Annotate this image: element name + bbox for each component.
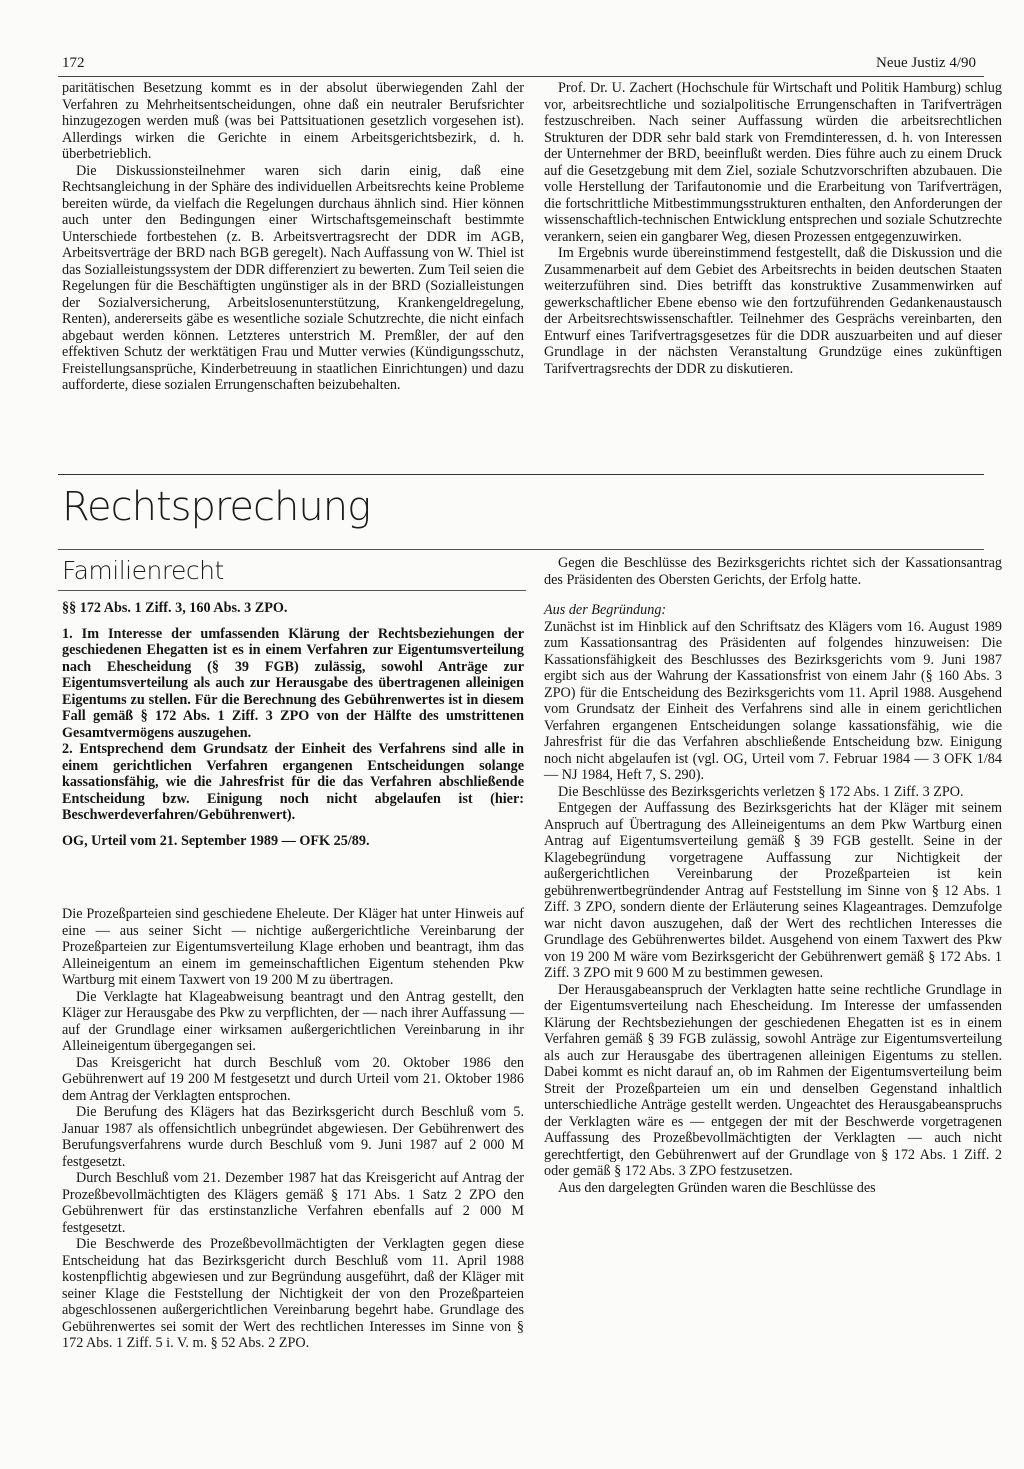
paragraph: Zunächst ist im Hinblick auf den Schriftsatz des Klägers vom 16. August 1989 zum Kassationsantrag des Präsidenten auf folgendes hinzuweisen: Die Kassationsfähigkeit des Beschlusses des Bezirksgerichts vom 9. Juni 1987 ergibt sich aus der Wahrung der Kassationsfrist von einem Jahr (§ 160 Abs. 3 ZPO) für die Entscheidung des Bezirksgerichts vom 11. April 1988. Ausgehend vom Grundsatz der Einheit des Verfahrens sind alle in einem gerichtlichen Verfahren ergangenen Entscheidungen solange kassationsfähig, wie die Jahresfrist für die das Verfahren abschließende Entscheidung bzw. Einigung noch nicht abgelaufen ist (vgl. OG, Urteil vom 7. Februar 1984 — 3 OFK 1/84 — NJ 1984, Heft 7, S. 290). [544,618,1002,783]
paragraph: Der Herausgabeanspruch der Verklagten hatte seine rechtliche Grundlage in der Eigentumsverteilung nach Ehescheidung. Im Interesse der umfassenden Klärung der Rechtsbeziehungen der geschiedenen Ehegatten ist es in einem Verfahren gemäß § 39 FGB zulässig, sowohl Anträge zur Eigentumsverteilung als auch zur Herausgabe des übertragenen alleinigen Eigentums zu stellen. Dabei kommt es nicht darauf an, ob im Rahmen der Eigentumsverteilung beim Streit der Prozeßparteien um ein und denselben Gegenstand inhaltlich unterschiedliche Anträge gestellt werden. Ungeachtet des Herausgabeanspruchs der Verklagten wäre es — entgegen der mit der Beschwerde vorgetragenen Auffassung des Prozeßbevollmächtigten der Verklagten — auch nicht gerechtfertigt, den Gebührenwert auf der Grundlage von § 172 Abs. 1 Ziff. 2 oder gemäß § 172 Abs. 3 ZPO festzusetzen. [544,981,1002,1179]
paragraph: Entgegen der Auffassung des Bezirksgerichts hat der Kläger mit seinem Anspruch auf Übertragung des Alleineigentums an dem Pkw Wartburg einen Antrag auf Eigentumsverteilung gemäß § 39 FGB gestellt. Seine in der Klagebegründung vorgetragene Auffassung zur Nichtigkeit der außergerichtlichen Vereinbarung der Prozeßparteien ist kein gebührenwertbegründender Antrag auf Feststellung im Sinne von § 12 Abs. 1 Ziff. 3 ZPO, sondern diente der Erläuterung seines Klageantrages. Demzufolge war nicht davon auszugehen, daß der Wert des rechtlichen Interesses die Grundlage des Gebührenwertes bildet. Ausgehend von einem Taxwert des Pkw von 19 200 M wäre vom Bezirksgericht der Gebührenwert gemäß § 172 Abs. 1 Ziff. 3 ZPO mit 9 600 M zu bestimmen gewesen. [544,800,1002,981]
subsection-title: Familienrecht [62,556,224,585]
paragraph: Die Diskussionsteilnehmer waren sich darin einig, daß eine Rechtsangleichung in der Sphäre des individuellen Arbeitsrechts keine Probleme bereiten würde, da vielfach die Regelungen durchaus ähnlich sind. Hier können auch unter den Bedingungen einer Wirtschaftsgemeinschaft bestimmte Unterschiede fortbestehen (z. B. Arbeitsvertragsrecht der DDR im AGB, Arbeitsverträge der BRD nach BGB geregelt). Nach Auffassung von W. Thiel ist das Sozialleistungssystem der DDR differenziert zu bewerten. Zum Teil seien die Regelungen für die Beschäftigten ungünstiger als in der BRD (Sozialleistungen der Sozialversicherung, Arbeitslosenunterstützung, Krankengeldregelung, Renten), andererseits gäbe es wesentliche soziale Schutzrechte, die nicht einfach abgebaut werden können. Letzteres unterstrich M. Premßler, der auf den effektiven Schutz der werktätigen Frau und Mutter verwies (Kündigungsschutz, Freistellungsansprüche, Kinderbetreuung in staatlichen Einrichtungen) und dazu aufforderte, diese sozialen Errungenschaften beizubehalten. [62,162,524,393]
paragraph: Die Verklagte hat Klageabweisung beantragt und den Antrag gestellt, den Kläger zur Herausgabe des Pkw zu verpflichten, der — nach ihrer Auffassung — auf der Grundlage einer wirksamen außergerichtlichen Vereinbarung in ihr Alleineigentum übergegangen sei. [62,988,524,1054]
paragraph: Prof. Dr. U. Zachert (Hochschule für Wirtschaft und Politik Hamburg) schlug vor, arbeitsrechtliche und sozialpolitische Errungenschaften in Tarifverträgen festzuschreiben. Nach seiner Auffassung würden die arbeitsrechtlichen Strukturen der DDR sehr bald stark von Fremdinteressen, d. h. von Interessen der Unternehmer der BRD, beeinflußt werden. Dies führe auch zu einem Druck auf die Gesetzgebung mit dem Ziel, soziale Schutzvorschriften abzubauen. Die volle Herstellung der Tarifautonomie und die Erarbeitung von Tarifverträgen, die fortschrittliche Mitbestimmungsstrukturen enthalten, den Anforderungen der wissenschaftlich-technischen Entwicklung entsprechen und soziale Schutzrechte verankern, seien ein gangbarer Weg, diesen Prozessen entgegenzuwirken. [544,80,1002,245]
header-rule [58,76,984,77]
paragraph: Die Beschlüsse des Bezirksgerichts verletzen § 172 Abs. 1 Ziff. 3 ZPO. [558,783,964,800]
top-left-column [62,80,524,394]
paragraph: Die Beschwerde des Prozeßbevollmächtigten der Verklagten gegen diese Entscheidung hat das Bezirksgericht durch Beschluß vom 11. April 1988 kostenpflichtig abgewiesen und zur Begründung ausgeführt, daß der Kläger mit seiner Klage die Feststellung der Nichtigkeit der von den Prozeßparteien abgeschlossenen außergerichtlichen Vereinbarung begehrt habe. Grundlage des Gebührenwertes sei somit der Wert des rechtlichen Interesses im Sinne von § 172 Abs. 1 Ziff. 5 i. V. m. § 52 Abs. 2 ZPO. [62,1236,524,1351]
subsection-rule [58,549,984,550]
journal-title: Neue Justiz 4/90 [876,55,976,71]
case-facts-column [62,906,524,1352]
paragraph: Das Kreisgericht hat durch Beschluß vom 20. Oktober 1986 den Gebührenwert auf 19 200 M festgesetzt und durch Urteil vom 21. Oktober 1986 dem Antrag der Verklagten entsprochen. [62,1054,524,1104]
headnote-point-1: 1. Im Interesse der umfassenden Klärung der Rechtsbeziehungen der geschiedenen Ehegatten ist es in einem Verfahren zur Eigentumsverteilung nach Ehescheidung (§ 39 FGB) zulässig, sowohl Anträge zur Eigentumsverteilung als auch zur Herausgabe des übertragenen alleinigen Eigentums zu stellen. Für die Berechnung des Gebührenwertes ist in diesem Fall gemäß § 172 Abs. 1 Ziff. 3 ZPO von der Hälfte des umstrittenen Gesamtvermögens auszugehen. [62,625,524,741]
headnote [62,600,524,849]
top-right-column [544,80,1002,377]
paragraph: Im Ergebnis wurde übereinstimmend festgestellt, daß die Diskussion und die Zusammenarbeit auf dem Gebiet des Arbeitsrechts in beiden deutschen Staaten weiterzuführen sind. Dies betrifft das konstruktive Zusammenwirken auf gewerkschaftlicher Ebene ebenso wie den fortzuführenden Gedankenaustausch der Arbeitsrechtswissenschaftler. Teilnehmer des Gesprächs vereinbarten, den Entwurf eines Tarifvertragsgesetzes für die DDR auszuarbeiten und auf dieser Grundlage in der nächsten Veranstaltung Grundzüge eines zukünftigen Tarifvertragsrechts der DDR zu diskutieren. [544,245,1002,377]
paragraph: Durch Beschluß vom 21. Dezember 1987 hat das Kreisgericht auf Antrag der Prozeßbevollmächtigten des Klägers gemäß § 171 Abs. 1 Satz 2 ZPO den Gebührenwert für das erstinstanzliche Verfahren ebenfalls auf 2 000 M festgesetzt. [62,1170,524,1236]
paragraph: Gegen die Beschlüsse des Bezirksgerichts richtet sich der Kassationsantrag des Präsidenten des Obersten Gerichts, der Erfolg hatte. [544,555,1002,588]
section-title: Rechtsprechung [62,484,371,530]
paragraph: Aus den dargelegten Gründen waren die Beschlüsse des [558,1179,876,1196]
headnote-citation: §§ 172 Abs. 1 Ziff. 3, 160 Abs. 3 ZPO. [62,600,288,616]
paragraph: Die Prozeßparteien sind geschiedene Eheleute. Der Kläger hat unter Hinweis auf eine — aus seiner Sicht — nichtige außergerichtliche Vereinbarung der Prozeßparteien zur Eigentumsverteilung Klage erhoben und beantragt, ihm das Alleineigentum an einem im gemeinschaftlichen Eigentum stehenden Pkw Wartburg mit einem Taxwert von 19 200 M zu übertragen. [62,906,524,988]
case-reasons-column [544,555,1002,1196]
page-number: 172 [62,55,85,71]
court-reference: OG, Urteil vom 21. September 1989 — OFK 25/89. [62,832,370,849]
paragraph: Die Berufung des Klägers hat das Bezirksgericht durch Beschluß vom 5. Januar 1987 als offensichtlich unbegründet abgewiesen. Der Gebührenwert des Berufungsverfahrens wurde durch Beschluß vom 9. Juni 1987 auf 2 000 M festgesetzt. [62,1104,524,1170]
subsection-underline [58,590,526,591]
paragraph: paritätischen Besetzung kommt es in der absolut überwiegenden Zahl der Verfahren zu Mehrheitsentscheidungen, ohne daß ein neutraler Berufsrichter hinzugezogen werden muß (was bei Pattsituationen gesetzlich vorgesehen ist). Allerdings wirken die Gerichte in einem Arbeitsgerichtsbezirk, d. h. überbetrieblich. [62,80,524,162]
reasons-heading: Aus der Begründung: [544,602,667,618]
headnote-point-2: 2. Entsprechend dem Grundsatz der Einheit des Verfahrens sind alle in einem gerichtlichen Verfahren ergangenen Entscheidungen solange kassationsfähig, wie die Jahresfrist für die das Verfahren abschließende Entscheidung bzw. Einigung noch nicht abgelaufen ist (hier: Beschwerdeverfahren/Gebührenwert). [62,741,524,823]
section-rule [58,474,984,475]
